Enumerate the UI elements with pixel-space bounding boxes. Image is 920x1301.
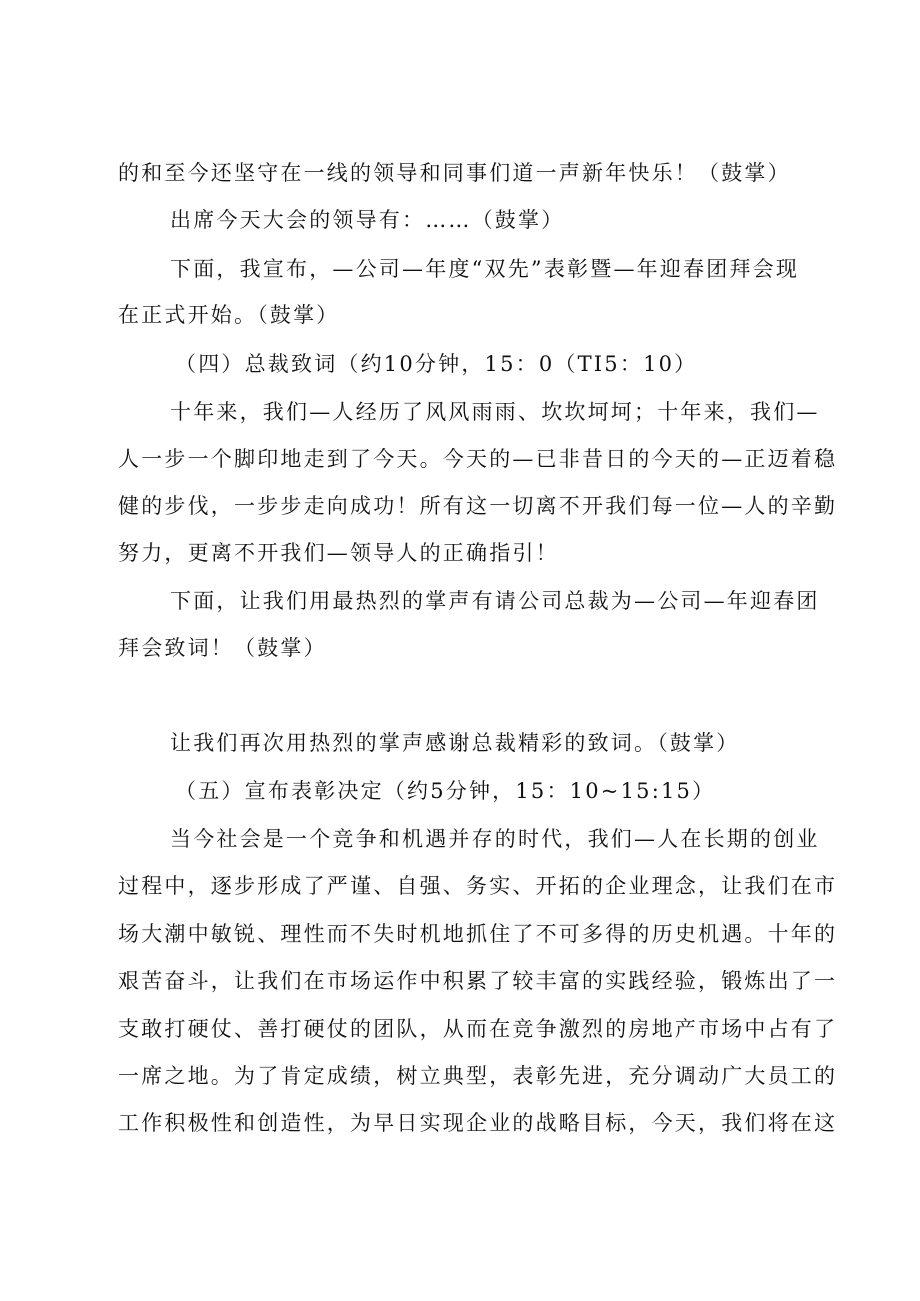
paragraph-line: 人一步一个脚印地走到了今天。今天的—已非昔日的今天的—正迈着稳 — [118, 447, 838, 471]
paragraph-line: 下面，让我们用最热烈的掌声有请公司总裁为—公司—年迎春团 — [170, 589, 820, 613]
paragraph-line: 让我们再次用热烈的掌声感谢总裁精彩的致词。（鼓掌） — [170, 731, 740, 755]
section-heading: （五）宣布表彰决定（约5分钟，15：10~15:15） — [175, 779, 716, 803]
paragraph-line: 艰苦奋斗，让我们在市场运作中积累了较丰富的实践经验，锻炼出了一 — [118, 969, 838, 993]
paragraph-line: 努力，更离不开我们—领导人的正确指引！ — [118, 541, 559, 565]
paragraph-line: 健的步伐，一步步走向成功！所有这一切离不开我们每一位—人的辛勤 — [118, 494, 838, 518]
paragraph-line: 十年来，我们—人经历了风风雨雨、坎坎坷坷；十年来，我们— — [170, 400, 820, 424]
paragraph-line: 的和至今还坚守在一线的领导和同事们道一声新年快乐！（鼓掌） — [118, 161, 791, 185]
paragraph-line: 在正式开始。（鼓掌） — [118, 303, 340, 327]
paragraph-line: 一席之地。为了肯定成绩，树立典型，表彰先进，充分调动广大员工的 — [118, 1064, 838, 1088]
paragraph-line: 当今社会是一个竞争和机遇并存的时代，我们—人在长期的创业 — [170, 827, 820, 851]
paragraph-line: 场大潮中敏锐、理性而不失时机地抓住了不可多得的历史机遇。十年的 — [118, 922, 838, 946]
section-heading: （四）总裁致词（约10分钟，15：0（TI5：10） — [175, 352, 698, 376]
paragraph-line: 过程中，逐步形成了严谨、自强、务实、开拓的企业理念，让我们在市 — [118, 874, 838, 898]
paragraph-line: 下面，我宣布，—公司—年度“双先”表彰暨—年迎春团拜会现 — [170, 257, 800, 281]
paragraph-line: 工作积极性和创造性，为早日实现企业的战略目标，今天，我们将在这 — [118, 1111, 838, 1135]
paragraph-line: 出席今天大会的领导有：……（鼓掌） — [170, 208, 565, 232]
paragraph-line: 支敢打硬仗、善打硬仗的团队，从而在竞争激烈的房地产市场中占有了 — [118, 1017, 838, 1041]
paragraph-line: 拜会致词！（鼓掌） — [118, 636, 327, 660]
